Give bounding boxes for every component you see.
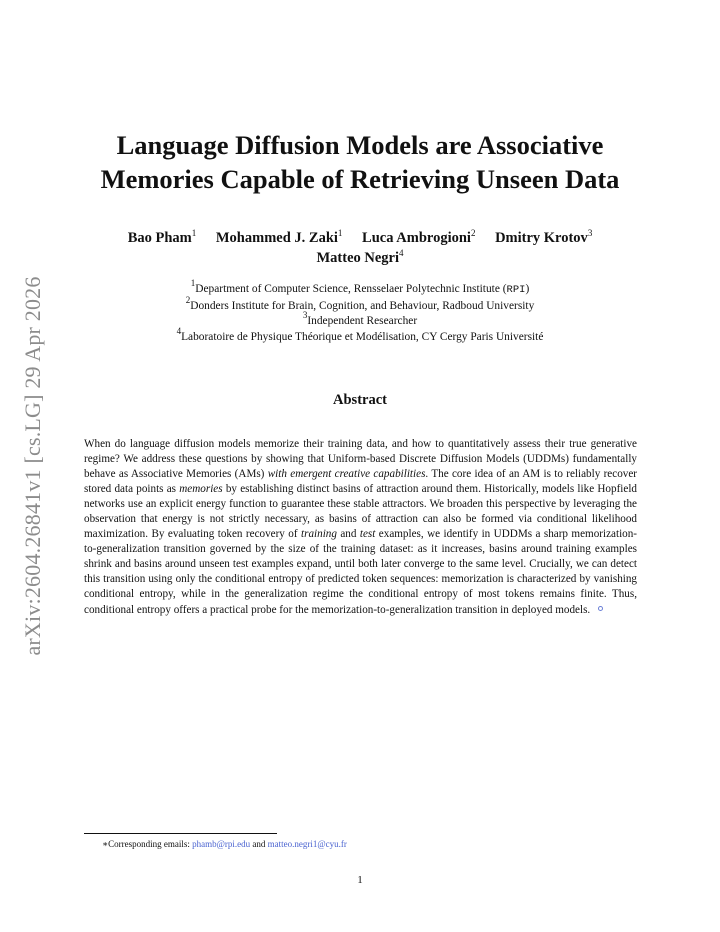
affiliations: [0, 278, 720, 345]
affiliation: $^2$Donders Institute for Brain, Cognition, and Behaviour, Radboud University: [185, 294, 535, 312]
footnote-rule: [84, 833, 277, 834]
affiliation: $^4$Laboratoire de Physique Théorique et Modélisation, CY Cergy Paris Université: [176, 325, 544, 343]
arxiv-stamp: arXiv:2604.26841v1 [cs.LG] 29 Apr 2026: [20, 276, 45, 656]
footnote-ref-dot-icon: [598, 606, 603, 611]
page-number: 1: [357, 874, 363, 886]
author-line-2: [0, 248, 720, 268]
affiliation: $^3$Independent Researcher: [302, 310, 418, 327]
abstract-body: When do language diffusion models memorize their training data, and how to quantitatively assess their true generative regime? We address these questions by showing that Uniform-based Discrete Diffusion Models (UDDMs) fundamentally behave as Associative Memories (AMs) with emergent creative capabilities. The core idea of an AM is to reliably recover stored data points as memories by establishing distinct basins of attraction around them. Historically, models like Hopfield networks use an explicit energy function to guarantee these stable attractors. We broaden this perspective by leveraging the observation that energy is not strictly necessary, as basins of attraction can also be formed via conditional likelihood maximization. By evaluating token recovery of training and test examples, we identify in UDDMs a sharp memorization-to-generalization transition governed by the size of the training dataset: as it increases, basins around training examples shrink and basins around unseen test examples expand, until both later converge to the same level. Crucially, we can detect this transition using only the conditional entropy of predicted token sequences: memorization is characterized by vanishing conditional entropy, while in the generalization regime the conditional entropy of most tokens remains finite. Thus, conditional entropy offers a practical probe for the memorization-to-generalization transition in deployed models.: [84, 438, 638, 616]
footnote: ∗Corresponding emails: phamb@rpi.edu and matteo.negri1@cyu.fr: [102, 839, 347, 849]
author-list: [0, 228, 720, 268]
author-line-1: [0, 228, 720, 248]
abstract-heading: Abstract: [333, 392, 387, 408]
author: Matteo Negri$^4$: [316, 248, 404, 266]
email-link-1[interactable]: phamb@rpi.edu: [192, 839, 251, 849]
email-link-2[interactable]: matteo.negri1@cyu.fr: [267, 839, 347, 849]
author: Bao Pham$^1$: [127, 228, 197, 246]
paper-title: [0, 128, 720, 196]
title-line-2: Memories Capable of Retrieving Unseen Data: [100, 164, 620, 194]
author: Dmitry Krotov$^3$: [495, 228, 593, 246]
title-line-1: Language Diffusion Models are Associative: [116, 130, 604, 160]
author: Mohammed J. Zaki$^1$: [215, 228, 343, 246]
affiliation: $^1$Department of Computer Science, Rensselaer Polytechnic Institute (RPI): [190, 278, 530, 296]
author: Luca Ambrogioni$^2$: [362, 228, 476, 246]
